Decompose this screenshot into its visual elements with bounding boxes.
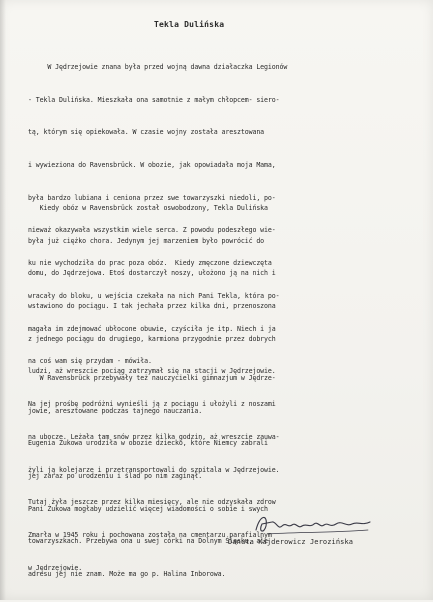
text-line: i wywieziona do Ravensbrück. W obozie, jak opowiadała moja Mama, xyxy=(28,160,276,169)
text-line: W Ravensbrück przebywały też nauczycielki gimnazjum w Jędrze- xyxy=(28,373,276,382)
text-line: W Jędrzejowie znana była przed wojną dawna działaczka Legionów xyxy=(28,62,288,71)
document-title: Tekla Dulińska xyxy=(154,20,225,29)
text-line: wracały do bloku, u wejścia czekała na nich Pani Tekla, która po- xyxy=(28,291,280,300)
text-line: w Jędrzejowie. xyxy=(28,563,83,572)
text-line: wstawiono do pociągu. I tak jechała przez kilka dni, przenoszona xyxy=(28,301,276,310)
text-line: ludzi, aż wreszcie pociąg zatrzymał się na stacji w Jędrzejowie. xyxy=(28,367,276,376)
text-line: żyli ją kolejarze i przetransportowali do szpitala w Jędrzejowie. xyxy=(28,465,280,474)
text-line: była bardzo lubiana i ceniona przez swe towarzyszki niedoli, po- xyxy=(28,193,276,202)
signature-name: Danuta Kajderowicz Jerozińska xyxy=(228,538,354,546)
text-line: Pani Żukowa mogłaby udzielić więcej wiadomości o sobie i swych xyxy=(28,504,268,513)
text-line: Eugenia Żukowa urodziła w obozie dziecko, które Niemcy zabrali xyxy=(28,439,268,448)
text-line: z jednego pociągu do drugiego, karmiona przygodnie przez dobrych xyxy=(28,334,276,343)
text-line: na ubocze. Leżała tam snów przez kilka godzin, aż wreszcie zauwa- xyxy=(28,432,280,441)
text-line: nieważ okazywała wszystkim wiele serca. Z powodu podeszłego wie- xyxy=(28,226,276,235)
text-line: domu, do Jędrzejowa. Etoś dostarczył noszy, ułożono ją na nich i xyxy=(28,269,276,278)
text-line: magała im zdejmować ubłocone obuwie, czyściła je itp. Niech i ja xyxy=(28,324,276,333)
text-line: Tutaj żyła jeszcze przez kilka miesięcy, ale nie odzyskała zdrow xyxy=(28,498,276,507)
text-line: była już ciężko chora. Jedynym jej marzeniem było powrócić do xyxy=(28,236,265,245)
text-line: adresu jej nie znam. Może ma go p. Halina Inborowa. xyxy=(28,570,226,579)
text-line: Zmarła w 1945 roku i pochowana została na cmentarzu parafialnym xyxy=(28,531,272,539)
text-line: Kiedy obóz w Ravensbrück został oswobodzony, Tekla Dulińska xyxy=(28,203,268,212)
text-line: jej zaraz po urodzeniu i ślad po nim zaginął. xyxy=(28,471,203,480)
text-line: towarzyszkach. Przebywa ona u swej córki na Dolnym Śląsku, ale xyxy=(28,537,268,546)
text-line: Na jej prośbę podróżni wynieśli ją z pociągu i ułożyli z noszami xyxy=(28,400,276,409)
text-line: ku nie wychodziła do prac poza obóz. Kiedy zmęczone dziewczęta xyxy=(28,259,272,268)
text-line: jowie, aresztowane podczas tajnego nauczania. xyxy=(28,406,203,415)
text-line: - Tekla Dulińska. Mieszkała ona samotnie z małym chłopcem- siero- xyxy=(28,95,280,104)
scan-edge-shadow xyxy=(0,0,6,600)
text-line: tą, którym się opiekowała. W czasie wojny została aresztowana xyxy=(28,128,265,137)
handwritten-signature xyxy=(250,510,380,538)
text-line: na coś wam się przydam - mówiła. xyxy=(28,357,152,366)
paragraph-3 xyxy=(28,351,423,602)
